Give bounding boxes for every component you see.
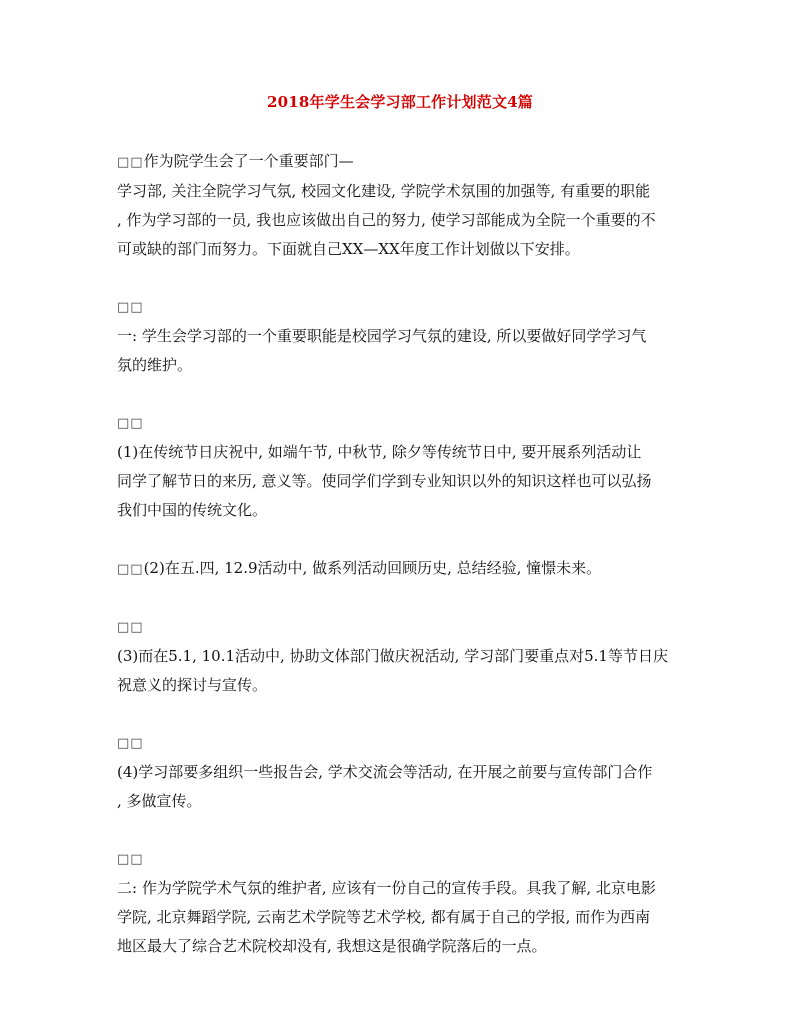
spacer: [117, 264, 687, 293]
paragraph-line: , 作为学习部的一员, 我也应该做出自己的努力, 使学习部能成为全院一个重要的不: [117, 211, 656, 229]
bullet-marker: □□: [117, 620, 144, 635]
paragraph-line: 学习部, 关注全院学习气氛, 校园文化建设, 学院学术氛围的加强等, 有重要的职能: [117, 182, 651, 200]
paragraph-line: [117, 554, 687, 584]
paragraph-text: (2)在五.四, 12.9活动中, 做系列活动回顾历史, 总结经验, 憧憬未来。: [143, 559, 602, 577]
bullet-marker: □□: [117, 852, 144, 867]
document-body: [117, 147, 687, 961]
paragraph-line: 我们中国的传统文化。: [117, 501, 268, 519]
paragraph-line: 地区最大了综合艺术院校却没有, 我想这是很确学院落后的一点。: [117, 937, 547, 955]
bullet-marker: □□: [117, 736, 144, 751]
paragraph-line: (4)学习部要多组织一些报告会, 学术交流会等活动, 在开展之前要与宣传部门合作: [117, 763, 653, 781]
spacer: [117, 700, 687, 729]
bullet-marker: □□: [117, 155, 144, 170]
paragraph-line: 同学了解节日的来历, 意义等。使同学们学到专业知识以外的知识这样也可以弘扬: [117, 472, 652, 490]
paragraph-line: [117, 147, 687, 177]
spacer: [117, 584, 687, 613]
paragraph-line: 学院, 北京舞蹈学院, 云南艺术学院等艺术学校, 都有属于自己的学报, 而作为西南: [117, 908, 651, 926]
spacer: [117, 816, 687, 845]
bullet-marker: □□: [117, 300, 144, 315]
paragraph-line: (1)在传统节日庆祝中, 如端午节, 中秋节, 除夕等传统节日中, 要开展系列活动让: [117, 443, 642, 461]
bullet-marker: □□: [117, 416, 144, 431]
paragraph-line: , 多做宣传。: [117, 792, 202, 810]
document-title: 2018年学生会学习部工作计划范文4篇: [267, 93, 533, 111]
paragraph-line: 可或缺的部门而努力。下面就自己XX—XX年度工作计划做以下安排。: [117, 240, 580, 258]
spacer: [117, 525, 687, 554]
bullet-marker: □□: [117, 562, 144, 577]
paragraph-text: 作为院学生会了一个重要部门—: [143, 152, 354, 170]
paragraph-line: 祝意义的探讨与宣传。: [117, 676, 268, 694]
paragraph-line: 一: 学生会学习部的一个重要职能是校园学习气氛的建设, 所以要做好同学学习气: [117, 327, 647, 345]
paragraph-line: 氛的维护。: [117, 356, 193, 374]
paragraph-line: (3)而在5.1, 10.1活动中, 协助文体部门做庆祝活动, 学习部门要重点对5.1等节日庆: [117, 647, 668, 665]
paragraph-line: 二: 作为学院学术气氛的维护者, 应该有一份自己的宣传手段。具我了解, 北京电影: [117, 879, 656, 897]
spacer: [117, 380, 687, 409]
